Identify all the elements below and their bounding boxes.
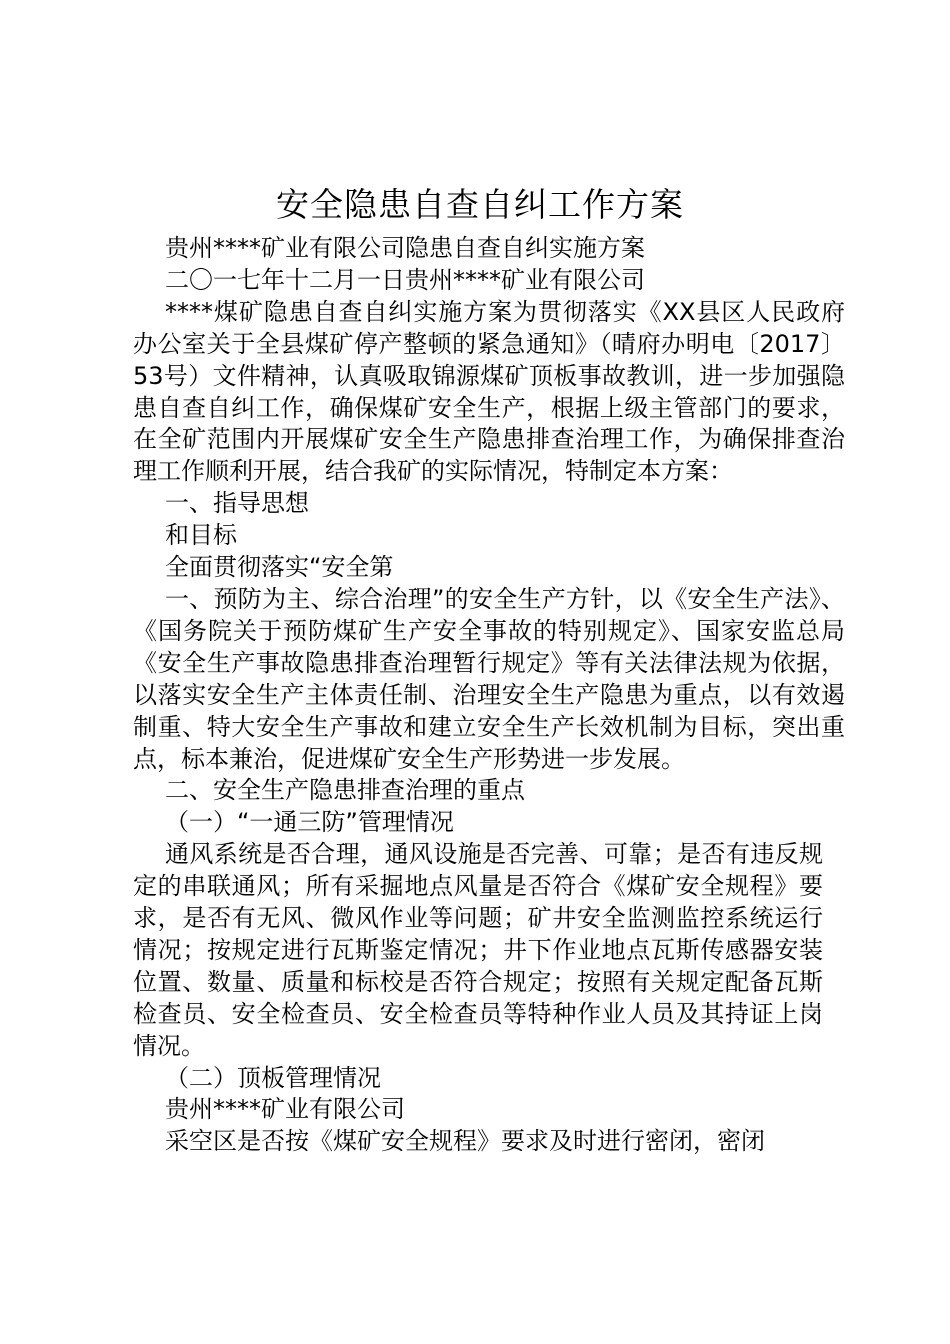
- heading-key-points: 二、安全生产隐患排查治理的重点: [165, 776, 525, 805]
- paragraph-ventilation-details: 通风系统是否合理，通风设施是否完善、可靠；是否有违反规定的串联通风；所有采掘地点风量是否符合《煤矿安全规程》要求，是否有无风、微风作业等问题；矿井安全监测监控系统运行情况；按规定进行瓦斯鉴定情况；井下作业地点瓦斯传感器安装位置、数量、质量和标校是否符合规定；按照有关规定配备瓦斯检查员、安全检查员、安全检查员等特种作业人员及其持证上岗情况。: [133, 840, 823, 1060]
- document-body: [133, 233, 845, 1158]
- heading-ventilation-management: （一）“一通三防”管理情况: [165, 808, 454, 837]
- paragraph-intro: ****煤矿隐患自查自纠实施方案为贯彻落实《XX县区人民政府办公室关于全县煤矿停产整顿的紧急通知》（晴府办明电〔2017〕53号）文件精神，认真吸取锦源煤矿顶板事故教训，进一步加强隐患自查自纠工作，确保煤矿安全生产，根据上级主管部门的要求，在全矿范围内开展煤矿安全生产隐患排查治理工作，为确保排查治理工作顺利开展，结合我矿的实际情况，特制定本方案：: [133, 297, 845, 486]
- heading-guiding-thought: 一、指导思想: [165, 489, 309, 518]
- paragraph-company-name: 贵州****矿业有限公司: [165, 1095, 405, 1124]
- document-title: 安全隐患自查自纠工作方案: [276, 185, 684, 224]
- paragraph-date-company: 二〇一七年十二月一日贵州****矿业有限公司: [165, 265, 645, 294]
- paragraph-goaf-details: 采空区是否按《煤矿安全规程》要求及时进行密闭，密闭: [165, 1127, 765, 1156]
- heading-and-goal: 和目标: [165, 521, 237, 550]
- paragraph-subtitle: 贵州****矿业有限公司隐患自查自纠实施方案: [165, 234, 645, 262]
- heading-roof-management: （二）顶板管理情况: [165, 1063, 381, 1092]
- paragraph-guiding-principle: 一、预防为主、综合治理”的安全生产方针，以《安全生产法》、《国务院关于预防煤矿生产安全事故的特别规定》、国家安监总局《安全生产事故隐患排查治理暂行规定》等有关法律法规为依据，以落实安全生产主体责任制、治理安全生产隐患为重点，以有效遏制重、特大安全生产事故和建立安全生产长效机制为目标，突出重点，标本兼治，促进煤矿安全生产形势进一步发展。: [133, 584, 845, 773]
- paragraph-implement-fragment: 全面贯彻落实“安全第: [165, 553, 394, 582]
